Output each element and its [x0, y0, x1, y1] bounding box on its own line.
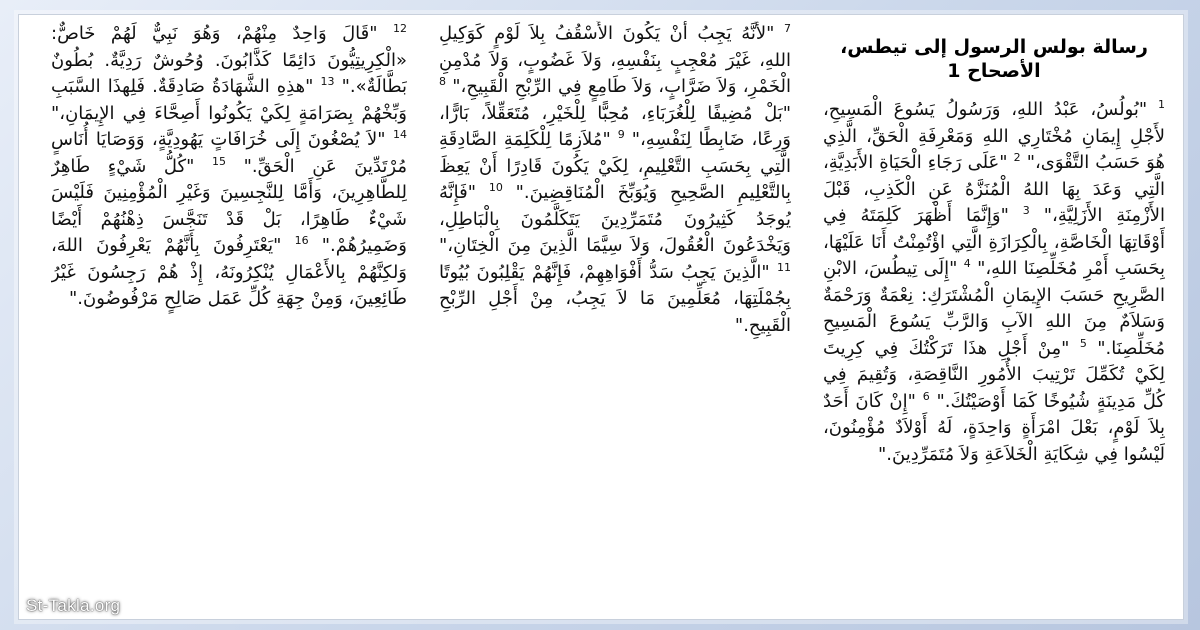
text-column-middle: [439, 21, 791, 613]
verse-number: 5: [1079, 336, 1087, 350]
verse-text: "عَلَى رَجَاءِ الْحَيَاةِ الأَبَدِيَّةِ، الَّتِي وَعَدَ بِهَا اللهُ الْمُنَزَّهُ عَنِ الْكَذِبِ، قَبْلَ الأَزْمِنَةِ الأَزَلِيَّةِ،": [823, 152, 1165, 226]
verse-number: 12: [393, 22, 407, 35]
verse-text: "لأَنَّهُ يَجِبُ أَنْ يَكُونَ الأُسْقُفُ بِلاَ لَوْمٍ كَوَكِيلِ اللهِ، غَيْرَ مُعْجِبٍ بِنَفْسِهِ، وَلاَ غَضُوبٍ، وَلاَ مُدْمِنِ الْخَمْرِ، وَلاَ ضَرَّابٍ، وَلاَ طَامِعٍ فِي الرِّبْحِ الْقَبِيحِ،": [439, 23, 791, 97]
scripture-panel: [18, 14, 1184, 620]
verse-number: 1: [1157, 98, 1165, 111]
verse-text: "هذِهِ الشَّهَادَةُ صَادِقَةٌ. فَلِهذَا السَّبَبِ وَبِّخْهُمْ بِصَرَامَةٍ لِكَيْ يَكُونُوا أَصِحَّاءَ فِي الإِيمَانِ،": [51, 76, 407, 124]
verse-number: 8: [439, 75, 446, 88]
text-column-left: [51, 21, 407, 613]
verse-text: "قَالَ وَاحِدٌ مِنْهُمْ، وَهُوَ نَبِيٌّ لَهُمْ خَاصٌّ: «الْكِرِيتِيُّونَ دَائِمًا كَذَّابُونَ. وُحُوشٌ رَدِيَّةٌ. بُطُونٌ بَطَّالَةٌ».": [51, 23, 407, 97]
verse-number: 13: [320, 75, 335, 88]
verse-number: 4: [963, 257, 971, 270]
verse-number: 16: [294, 234, 309, 247]
verse-text: "مُلاَزِمًا لِلْكَلِمَةِ الصَّادِقَةِ الَّتِي بِحَسَبِ التَّعْلِيمِ، لِكَيْ يَكُونَ قَادِرًا أَنْ يَعِظَ بِالتَّعْلِيمِ الصَّحِيحِ وَيُوَبِّخَ الْمُنَاقِضِينَ.": [439, 129, 791, 203]
chapter-heading: [823, 35, 1165, 83]
verse-number: 7: [784, 22, 791, 35]
verse-11: [439, 262, 791, 336]
chapter-title: الأصحاح 1: [947, 60, 1041, 82]
verse-number: 10: [488, 181, 503, 194]
verse-text: "كُلُّ شَيْءٍ طَاهِرٌ لِلطَّاهِرِينَ، وَأَمَّا لِلنَّجِسِينَ وَغَيْرِ الْمُؤْمِنِينَ فَلَيْسَ شَيْءٌ طَاهِرًا، بَلْ قَدْ تَنَجَّسَ ذِهْنُهُمْ أَيْضًا وَضَمِيرُهُمْ.": [51, 155, 407, 256]
verse-text: "إِنْ كَانَ أَحَدٌ بِلاَ لَوْمٍ، بَعْلَ امْرَأَةٍ وَاحِدَةٍ، لَهُ أَوْلاَدٌ مُؤْمِنُونَ، لَيْسُوا فِي شِكَايَةِ الْخَلاَعَةِ وَلاَ مُتَمَرِّدِينَ.": [823, 390, 1165, 465]
verse-7: [439, 23, 791, 97]
verse-number: 3: [1022, 204, 1030, 217]
verse-number: 2: [1013, 151, 1021, 164]
verse-number: 11: [777, 260, 791, 274]
verse-number: 15: [211, 154, 226, 168]
book-title: رسالة بولس الرسول إلى تيطس،: [840, 36, 1148, 58]
verse-text: "بُولُسُ، عَبْدُ اللهِ، وَرَسُولُ يَسُوعَ الْمَسِيحِ، لأَجْلِ إِيمَانِ مُخْتَارِي اللهِ وَمَعْرِفَةِ الْحَقِّ، الَّذِي هُوَ حَسَبُ التَّقْوَى،": [823, 99, 1165, 173]
verse-number: 9: [617, 128, 625, 141]
verse-number: 14: [393, 128, 407, 141]
verse-text: "فَإِنَّهُ يُوجَدُ كَثِيرُونَ مُتَمَرِّدِينَ يَتَكَلَّمُونَ بِالْبَاطِلِ، وَيَخْدَعُونَ الْعُقُولَ، وَلاَ سِيَّمَا الَّذِينَ مِنَ الْخِتَانِ،": [439, 182, 791, 256]
text-column-right: [823, 21, 1165, 613]
verse-number: 6: [922, 389, 930, 403]
verse-text: "لاَ يُصْغُونَ إِلَى خُرَافَاتٍ يَهُودِيَّةٍ، وَوَصَايَا أُنَاسٍ مُرْتَدِّينَ عَنِ الْحَقِّ.": [51, 129, 407, 177]
verse-text: "مِنْ أَجْلِ هذَا تَرَكْتُكَ فِي كِرِيتَ لِكَيْ تُكَمِّلَ تَرْتِيبَ الأُمُورِ النَّاقِصَةِ، وَتُقِيمَ فِي كُلِّ مَدِينَةٍ شُيُوخًا كَمَا أَوْصَيْتُكَ.": [823, 337, 1165, 412]
verse-text: "بَلْ مُضِيفًا لِلْغُرَبَاءِ، مُحِبًّا لِلْخَيْرِ، مُتَعَقِّلاً، بَارًّا، وَرِعًا، ضَابِطًا لِنَفْسِهِ،": [439, 102, 791, 150]
verse-text: "وَإِنَّمَا أَظْهَرَ كَلِمَتَهُ فِي أَوْقَاتِهَا الْخَاصَّةِ، بِالْكِرَازَةِ الَّتِي اؤْتُمِنْتُ أَنَا عَلَيْهَا، بِحَسَبِ أَمْرِ مُخَلِّصِنَا اللهِ،": [823, 205, 1165, 279]
verse-text: "الَّذِينَ يَجِبُ سَدُّ أَفْوَاهِهِمْ، فَإِنَّهُمْ يَقْلِبُونَ بُيُوتًا بِجُمْلَتِهَا، مُعَلِّمِينَ مَا لاَ يَجِبُ، مِنْ أَجْلِ الرِّبْحِ الْقَبِيحِ.": [439, 261, 791, 336]
site-watermark: St-Takla.org: [26, 596, 121, 615]
verse-text: "إِلَى تِيطُسَ، الابْنِ الصَّرِيحِ حَسَبَ الإِيمَانِ الْمُشْتَرَكِ: نِعْمَةٌ وَرَحْمَةٌ وَسَلاَمٌ مِنَ اللهِ الآبِ وَالرَّبِّ يَسُوعَ الْمَسِيحِ مُخَلِّصِنَا.": [823, 258, 1165, 359]
verse-text: "يَعْتَرِفُونَ بِأَنَّهُمْ يَعْرِفُونَ اللهَ، وَلكِنَّهُمْ بِالأَعْمَالِ يُنْكِرُونَهُ، إِذْ هُمْ رَجِسُونَ غَيْرُ طَائِعِينَ، وَمِنْ جِهَةِ كُلِّ عَمَل صَالِحٍ مَرْفُوضُونَ.": [51, 235, 407, 309]
